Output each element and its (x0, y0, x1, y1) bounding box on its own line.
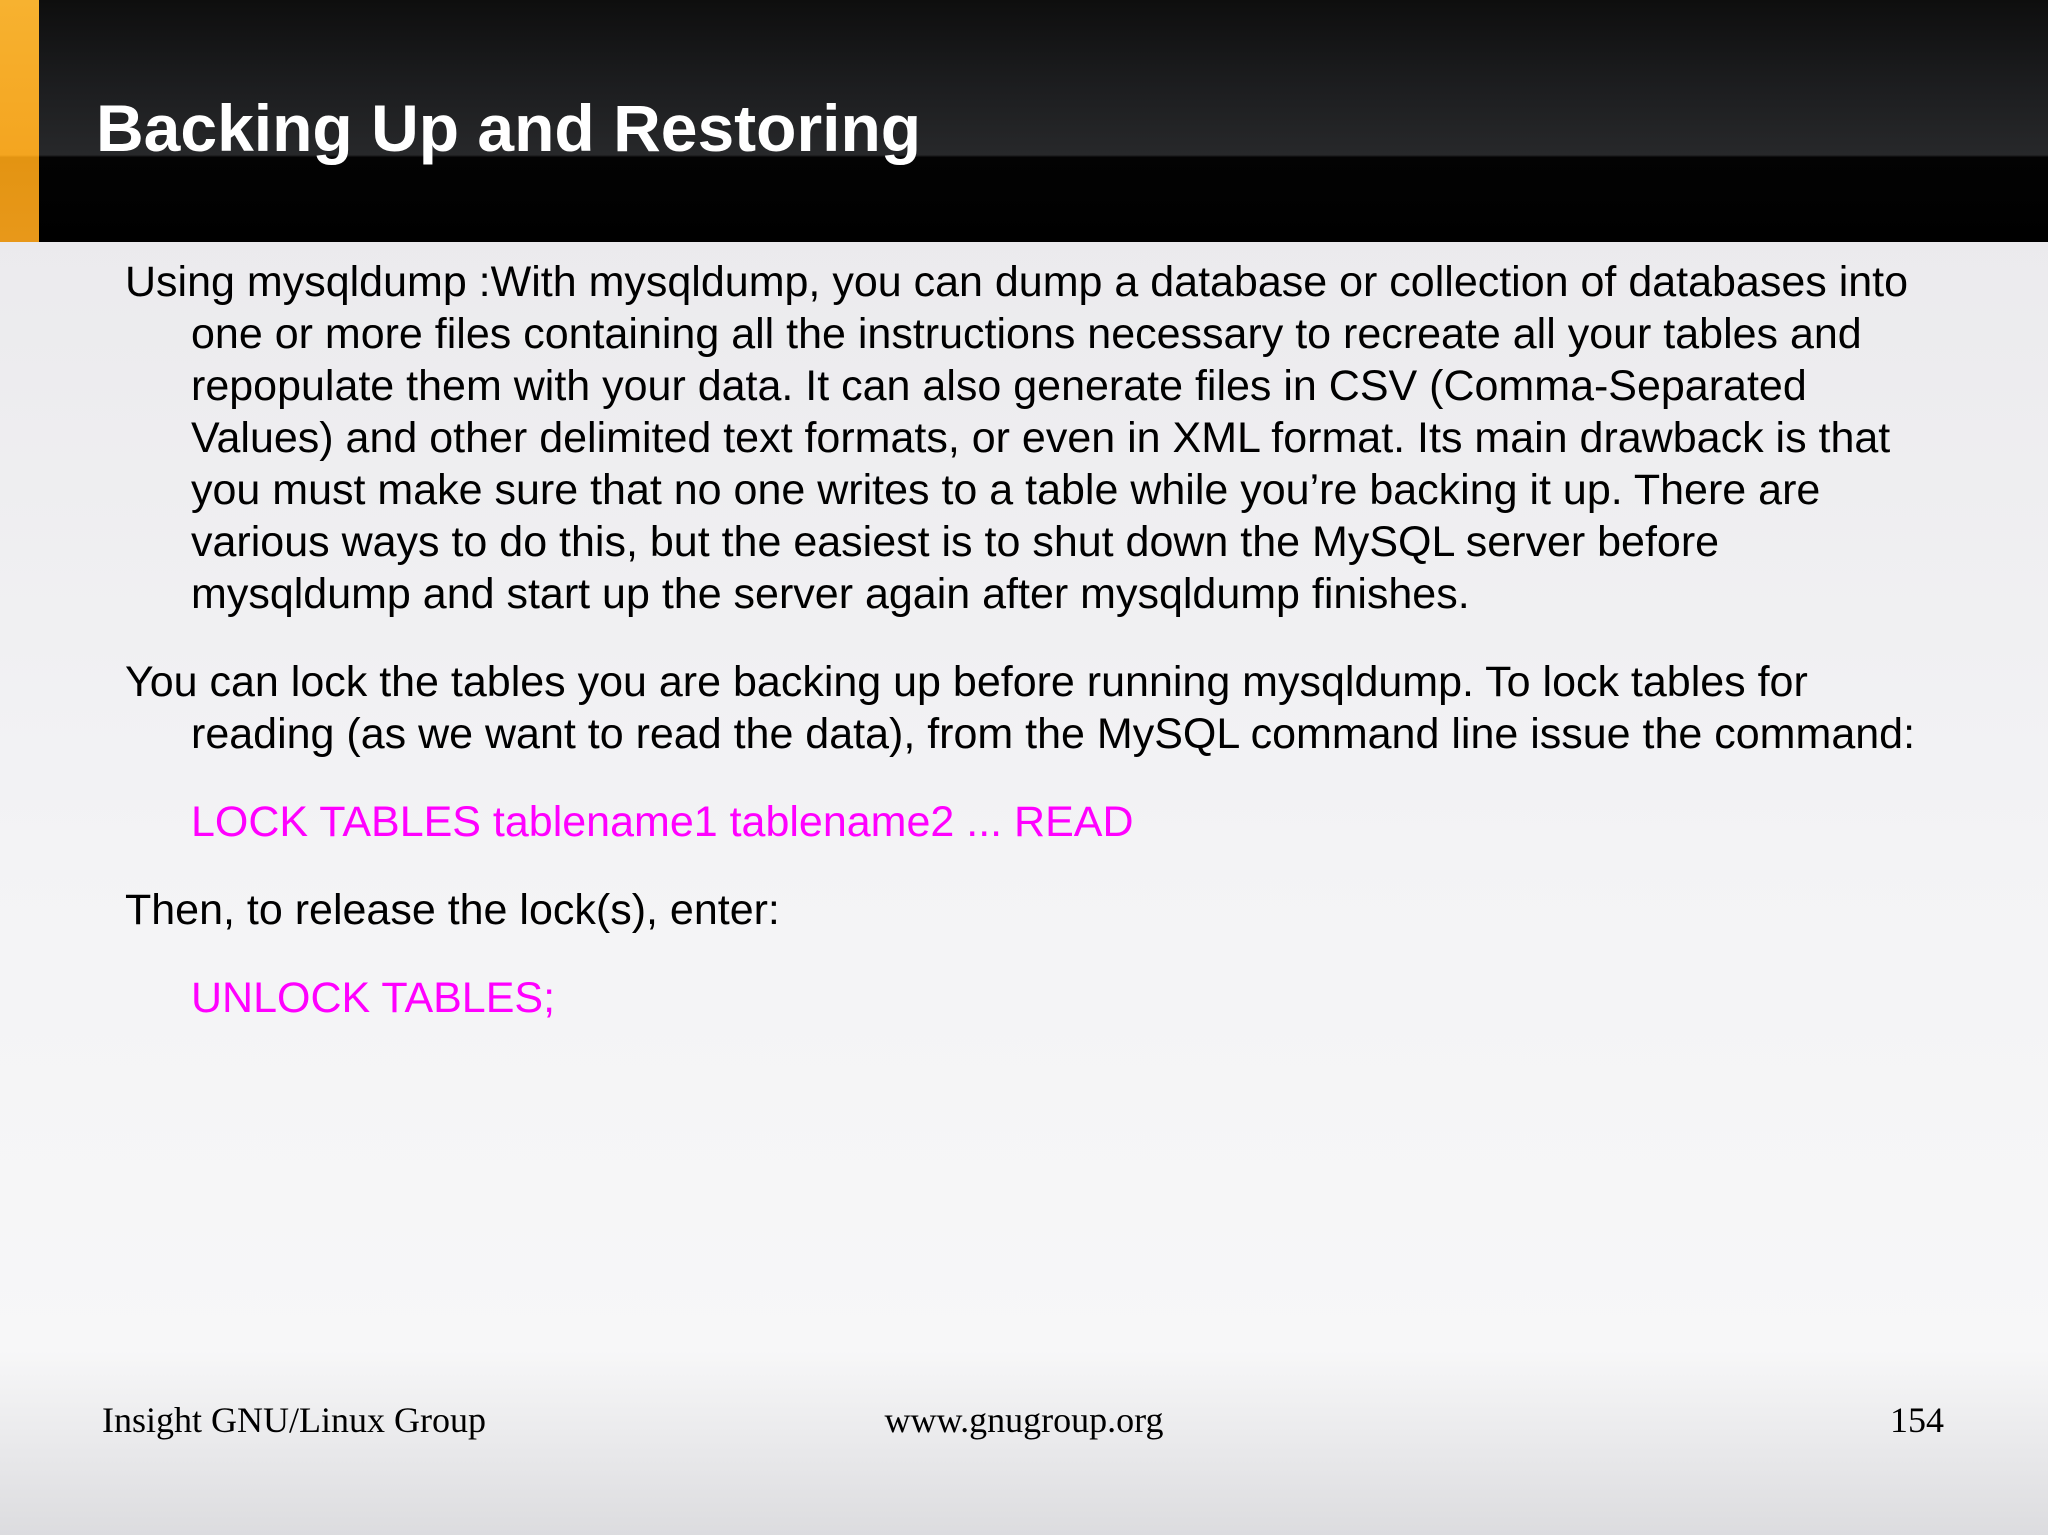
accent-bar (0, 0, 39, 242)
slide-title: Backing Up and Restoring (96, 91, 922, 165)
code-unlock-tables: UNLOCK TABLES; (191, 974, 556, 1022)
paragraph-mysqldump: Using mysqldump :With mysqldump, you can dump a database or collection of databases into one or more files containing all the instructions necessary to recreate all your tables and repopulate them with your data. It can also generate files in CSV (Comma-Separated Values) and other delimited text formats, or even in XML format. Its main drawback is that you must make sure that no one writes to a table while you’re backing it up. There are various ways to do this, but the easiest is to shut down the MySQL server before mysqldump and start up the server again after mysqldump finishes. (125, 258, 1909, 618)
code-lock-tables: LOCK TABLES tablename1 tablename2 ... READ (191, 798, 1134, 846)
paragraph-release-lock: Then, to release the lock(s), enter: (125, 886, 780, 934)
slide-header (0, 0, 2048, 242)
paragraph-lock-tables: You can lock the tables you are backing up before running mysqldump. To lock tables for reading (as we want to read the data), from the MySQL command line issue the command: (125, 658, 1916, 758)
footer-organization: Insight GNU/Linux Group (102, 1400, 486, 1440)
page-number: 154 (1890, 1400, 1944, 1440)
slide-body (125, 256, 1945, 1024)
footer-website: www.gnugroup.org (884, 1400, 1164, 1440)
